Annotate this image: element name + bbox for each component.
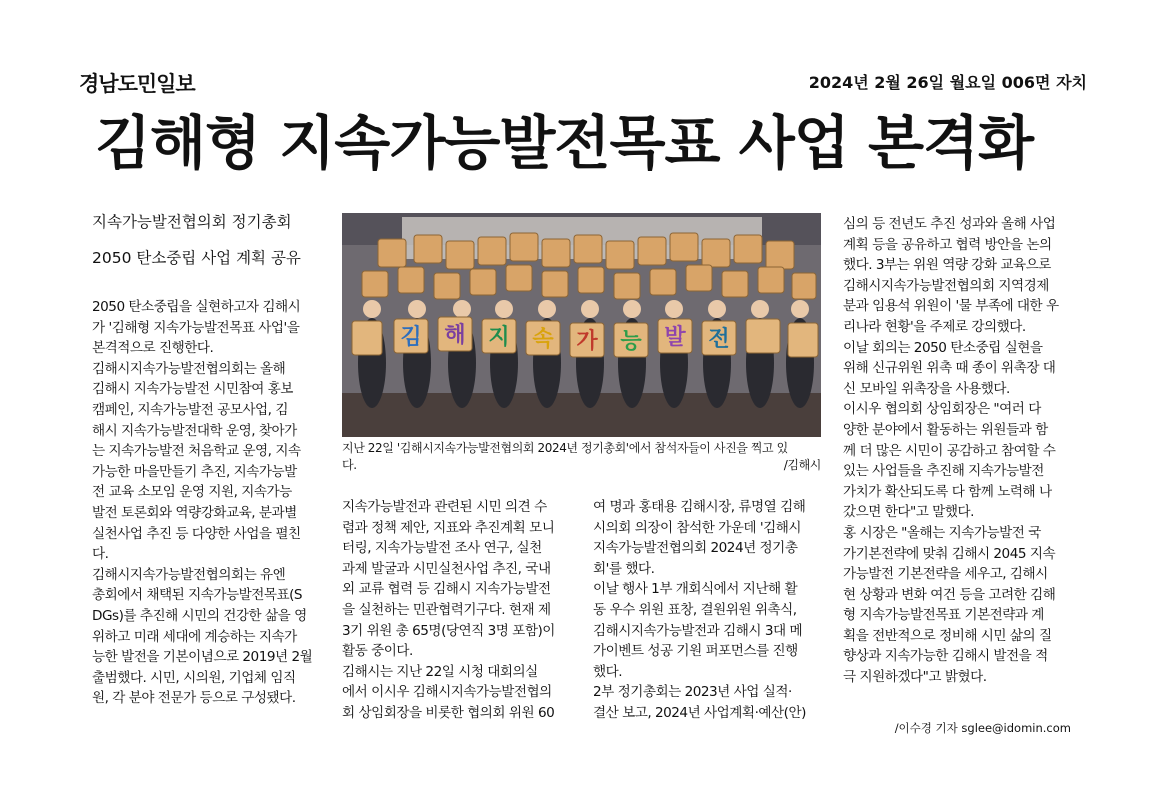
body-line: 위하고 미래 세대에 계승하는 지속가 (92, 628, 297, 645)
body-line: 신 모바일 위촉장을 사용했다. (843, 380, 1010, 397)
sign-letter: 김 (400, 325, 422, 350)
body-line: 발전 토론회와 역량강화교육, 분과별 (92, 504, 297, 521)
body-line: 김해시지속가능발전과 김해시 3대 메 (593, 622, 803, 639)
body-line: 지속가능발전협의회 2024년 정기총 (593, 540, 798, 557)
sign-letter: 능 (620, 329, 642, 354)
body-line: 능한 발전을 기본이념으로 2019년 2월 (92, 649, 313, 666)
body-line: 께 더 많은 시민이 공감하고 참여할 수 (843, 442, 1056, 459)
body-line: 했다. 3부는 위원 역량 강화 교육으로 (843, 257, 1051, 274)
body-line: 홍 시장은 "올해는 지속가능발전 국 (843, 524, 1041, 541)
body-line: 이날 회의는 2050 탄소중립 실현을 (843, 339, 1043, 356)
body-line: 갔으면 한다"고 말했다. (843, 504, 974, 521)
body-line: 심의 등 전년도 추진 성과와 올해 사업 (843, 216, 1056, 232)
body-line: 터링, 지속가능발전 조사 연구, 실천 (342, 540, 542, 557)
body-line: 을 실천하는 민관협력기구다. 현재 제 (342, 601, 551, 618)
body-line: 있는 사업들을 추진해 지속가능발전 (843, 463, 1044, 480)
article-column-4 (843, 214, 1083, 688)
article-column-3 (593, 497, 825, 724)
body-line: 본격적으로 진행한다. (92, 340, 214, 357)
body-line: 가치가 확산되도록 다 함께 노력해 나 (843, 483, 1052, 500)
body-line: 형 지속가능발전목표 기본전략과 계 (843, 607, 1044, 624)
body-line: 활동 중이다. (342, 643, 413, 660)
body-line: 전 교육 소모임 운영 지원, 지속가능 (92, 484, 292, 501)
body-line: DGs)를 추진해 시민의 건강한 삶을 영 (92, 607, 307, 624)
body-line: 분과 임용석 위원이 '물 부족에 대한 우 (843, 298, 1059, 315)
body-line: 향상과 지속가능한 김해시 발전을 적 (843, 648, 1048, 665)
body-line: 김해시지속가능발전협의회는 유엔 (92, 566, 286, 583)
dateline: 2024년 2월 26일 월요일 006면 자치 (808, 73, 1087, 92)
publication-name: 경남도민일보 (79, 72, 195, 96)
body-line: 김해시는 지난 22일 시청 대회의실 (342, 663, 538, 680)
photo-caption (342, 440, 821, 474)
body-line: 가기본전략에 맞춰 김해시 2045 지속 (843, 545, 1056, 562)
body-line: 계획 등을 공유하고 협력 방안을 논의 (843, 236, 1052, 253)
sign-letter: 속 (532, 327, 554, 352)
body-line: 캠페인, 지속가능발전 공모사업, 김 (92, 401, 288, 418)
photo-credit: /김해시 (783, 458, 821, 472)
body-line: 여 명과 홍태용 김해시장, 류명열 김해 (593, 499, 806, 515)
body-line: 회 상임회장을 비롯한 협의회 위원 60 (342, 704, 555, 721)
caption-line: 지난 22일 '김해시지속가능발전협의회 2024년 정기총회'에서 참석자들이 사진을 찍고 있 (342, 441, 788, 455)
article-column-2 (342, 497, 574, 724)
body-line: 이시우 협의회 상임회장은 "여러 다 (843, 401, 1041, 418)
body-line: 가이벤트 성공 기원 퍼포먼스를 진행 (593, 643, 798, 660)
body-line: 회'를 했다. (593, 560, 655, 577)
body-line: 다. (92, 546, 109, 563)
body-line: 실천사업 추진 등 다양한 사업을 펼친 (92, 525, 301, 542)
body-line: 가능발전 기본전략을 세우고, 김해시 (843, 566, 1048, 583)
body-line: 양한 분야에서 활동하는 위원들과 함 (843, 421, 1048, 438)
body-line: 는 지속가능발전 처음학교 운영, 지속 (92, 443, 301, 460)
sign-letter: 가 (576, 329, 598, 354)
body-line: 과제 발굴과 시민실천사업 추진, 국내 (342, 560, 551, 577)
sign-letter: 전 (708, 327, 730, 352)
body-line: 외 교류 협력 등 김해시 지속가능발전 (342, 581, 551, 598)
body-line: 동 우수 위원 표창, 결원위원 위촉식, (593, 601, 797, 618)
subheadline-2: 2050 탄소중립 사업 계획 공유 (92, 249, 301, 267)
reporter-byline: /이수경 기자 sglee@idomin.com (894, 721, 1071, 735)
body-line: 현 상황과 변화 여건 등을 고려한 김해 (843, 586, 1056, 603)
sign-letter: 지 (488, 325, 510, 350)
body-line: 극 지원하겠다"고 밝혔다. (843, 669, 987, 686)
body-line: 결산 보고, 2024년 사업계획·예산(안) (593, 704, 806, 721)
body-line: 가능한 마을만들기 추진, 지속가능발 (92, 463, 297, 480)
body-line: 해시 지속가능발전대학 운영, 찾아가 (92, 422, 297, 439)
event-photo (342, 213, 821, 437)
body-line: 김해시지속가능발전협의회는 올해 (92, 360, 286, 377)
article-column-1 (92, 297, 324, 709)
subheadline-1: 지속가능발전협의회 정기총회 (92, 213, 292, 231)
headline: 김해형 지속가능발전목표 사업 본격화 (95, 109, 1034, 177)
body-line: 김해시 지속가능발전 시민참여 홍보 (92, 381, 293, 398)
body-line: 김해시지속가능발전협의회 지역경제 (843, 277, 1049, 294)
body-line: 위해 신규위원 위촉 때 종이 위촉장 대 (843, 360, 1056, 377)
body-line: 렴과 정책 제안, 지표와 추진계획 모니 (342, 519, 555, 536)
sign-letter: 발 (664, 325, 686, 350)
body-line: 가 '김해형 지속가능발전목표 사업'을 (92, 319, 300, 336)
body-line: 리나라 현황'을 주제로 강의했다. (843, 318, 1026, 335)
body-line: 이날 행사 1부 개회식에서 지난해 활 (593, 581, 798, 598)
group-photo-illustration (342, 213, 821, 437)
caption-line: 다. (342, 458, 357, 472)
sign-letter: 해 (444, 323, 466, 348)
body-line: 원, 각 분야 전문가 등으로 구성됐다. (92, 690, 296, 707)
body-line: 했다. (593, 663, 623, 680)
body-line: 2부 정기총회는 2023년 사업 실적· (593, 684, 792, 701)
body-line: 시의회 의장이 참석한 가운데 '김해시 (593, 519, 801, 536)
body-line: 출범했다. 시민, 시의원, 기업체 임직 (92, 669, 296, 686)
body-line: 지속가능발전과 관련된 시민 의견 수 (342, 499, 547, 515)
body-line: 에서 이시우 김해시지속가능발전협의 (342, 684, 552, 701)
body-line: 총회에서 채택된 지속가능발전목표(S (92, 587, 303, 604)
body-line: 획을 전반적으로 정비해 시민 삶의 질 (843, 627, 1052, 644)
body-line: 2050 탄소중립을 실현하고자 김해시 (92, 299, 301, 315)
body-line: 3기 위원 총 65명(당연직 3명 포함)이 (342, 622, 555, 639)
